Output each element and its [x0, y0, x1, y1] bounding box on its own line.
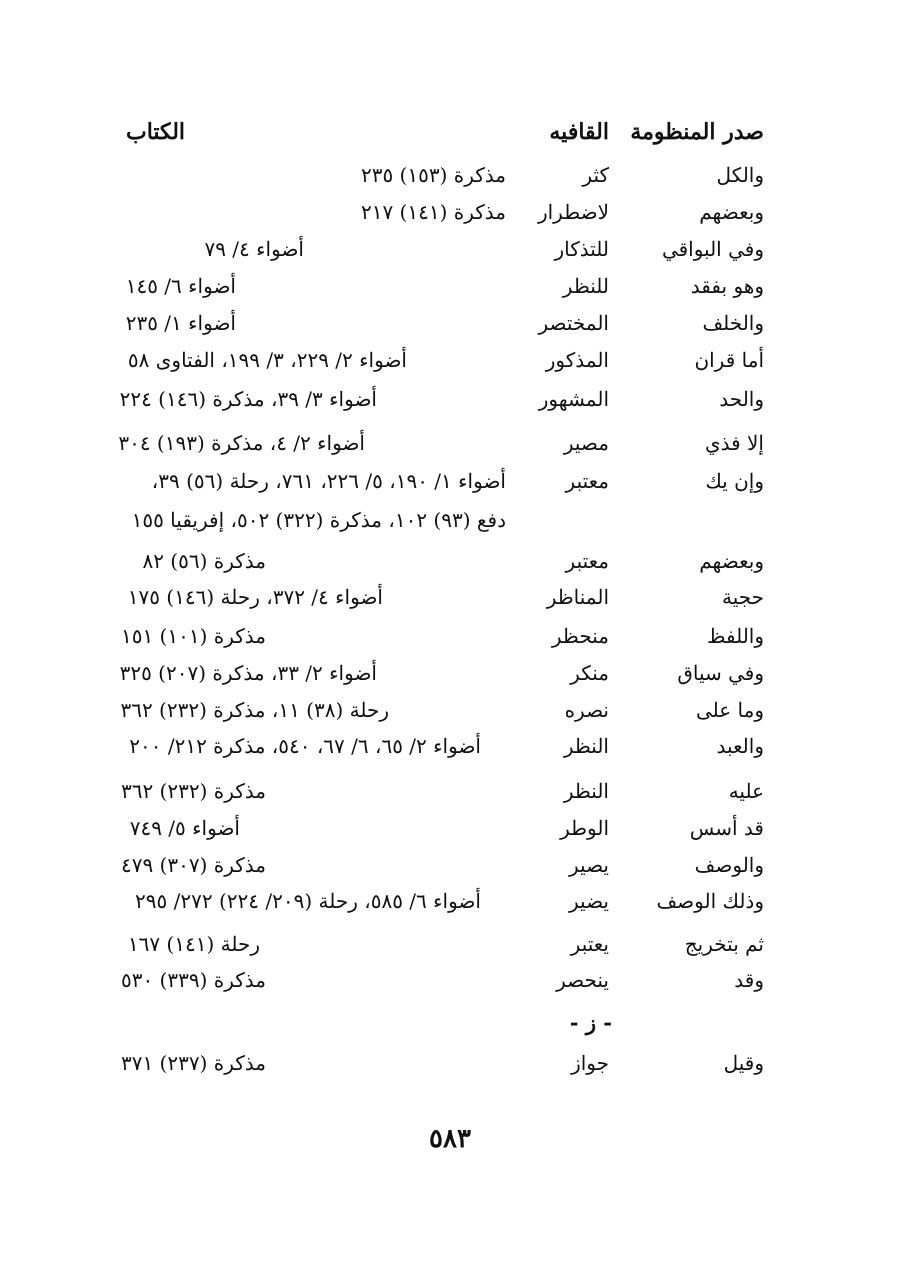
reference-cell: أضواء ١/ ١٩٠، ٥/ ٢٢٦، ٧٦١، رحلة (٥٦) ٣٩،	[151, 469, 506, 493]
rhyme-cell: النظر	[563, 734, 609, 758]
reference-cell: مذكرة (٥٦) ٨٢	[142, 549, 266, 573]
table-row	[0, 731, 900, 761]
reference-cell: رحلة (١٤١) ١٦٧	[127, 932, 260, 956]
reference-cell: أضواء ٢/ ٣٣، مذكرة (٢٠٧) ٣٢٥	[119, 661, 377, 685]
first-part-cell: وقد	[734, 968, 764, 992]
rhyme-cell: المختصر	[538, 311, 609, 335]
rhyme-cell: المشهور	[538, 387, 609, 411]
table-row	[0, 850, 900, 880]
reference-cell: مذكرة (١٠١) ١٥١	[120, 624, 266, 648]
table-row	[0, 197, 900, 227]
reference-cell: أضواء ٥/ ٧٤٩	[129, 816, 240, 840]
table-row	[0, 345, 900, 375]
first-part-cell: وفي سياق	[677, 661, 764, 685]
first-part-cell: والوصف	[694, 853, 764, 877]
reference-cell: أضواء ٣/ ٣٩، مذكرة (١٤٦) ٢٢٤	[119, 387, 377, 411]
table-row	[0, 886, 900, 916]
first-part-cell: عليه	[728, 779, 764, 803]
reference-cell: رحلة (٣٨) ١١، مذكرة (٢٣٢) ٣٦٢	[120, 698, 389, 722]
first-part-cell: إلا فذي	[704, 431, 764, 455]
rhyme-cell: يعتبر	[570, 932, 609, 956]
first-part-cell: أما قران	[694, 348, 764, 372]
rhyme-cell: لاضطرار	[537, 200, 609, 224]
table-row	[0, 546, 900, 576]
reference-cell: مذكرة (٣٠٧) ٤٧٩	[120, 853, 266, 877]
rhyme-cell: ينحصر	[556, 968, 609, 992]
table-row	[0, 621, 900, 651]
rhyme-cell: النظر	[563, 779, 609, 803]
reference-cell: مذكرة (١٥٣) ٢٣٥	[360, 163, 506, 187]
table-row	[0, 965, 900, 995]
reference-cell-continuation: دفع (٩٣) ١٠٢، مذكرة (٣٢٢) ٥٠٢، إفريقيا ١٥٥	[131, 508, 506, 532]
reference-cell: أضواء ٦/ ٥٨٥، رحلة (٢٠٩/ ٢٢٤) ٢٧٢/ ٢٩٥	[135, 889, 481, 913]
header-book: الكتاب	[126, 119, 186, 145]
first-part-cell: وذلك الوصف	[656, 889, 764, 913]
table-row	[0, 271, 900, 301]
reference-cell: أضواء ٢/ ٦٥، ٦/ ٦٧، ٥٤٠، مذكرة ٢١٢/ ٢٠٠	[129, 734, 481, 758]
reference-cell: أضواء ٤/ ٣٧٢، رحلة (١٤٦) ١٧٥	[127, 585, 383, 609]
rhyme-cell: الوطر	[560, 816, 609, 840]
first-part-cell: والحد	[719, 387, 764, 411]
table-row	[0, 776, 900, 806]
rhyme-cell: معتبر	[565, 549, 609, 573]
rhyme-cell: كثر	[582, 163, 609, 187]
table-row	[0, 384, 900, 414]
table-row	[0, 813, 900, 843]
first-part-cell: واللفظ	[706, 624, 764, 648]
rhyme-cell: يصير	[569, 853, 609, 877]
table-row	[0, 466, 900, 496]
first-part-cell: وبعضهم	[699, 549, 764, 573]
first-part-cell: وقيل	[723, 1051, 764, 1075]
reference-cell: أضواء ٦/ ١٤٥	[125, 274, 236, 298]
table-row	[0, 658, 900, 688]
first-part-cell: حجية	[721, 585, 764, 609]
first-part-cell: وما على	[695, 698, 764, 722]
first-part-cell: قد أسس	[689, 816, 764, 840]
table-row	[0, 929, 900, 959]
first-part-cell: وإن يك	[705, 469, 764, 493]
first-part-cell: والخلف	[702, 311, 764, 335]
first-part-cell: ثم بتخريج	[684, 932, 764, 956]
table-row	[0, 234, 900, 264]
section-letter: - ز -	[569, 1010, 612, 1035]
rhyme-cell: المذكور	[545, 348, 609, 372]
table-row	[0, 695, 900, 725]
table-row	[0, 160, 900, 190]
rhyme-cell: جواز	[571, 1051, 609, 1075]
first-part-cell: وبعضهم	[699, 200, 764, 224]
reference-cell: مذكرة (٢٣٧) ٣٧١	[120, 1051, 266, 1075]
first-part-cell: والعبد	[716, 734, 764, 758]
table-row	[0, 308, 900, 338]
rhyme-cell: نصره	[564, 698, 609, 722]
page-number: ٥٨٣	[429, 1124, 471, 1154]
table-row	[0, 428, 900, 458]
rhyme-cell: يضير	[569, 889, 609, 913]
rhyme-cell: مصير	[563, 431, 609, 455]
reference-cell: مذكرة (١٤١) ٢١٧	[360, 200, 506, 224]
header-first-part: صدر المنظومة	[630, 119, 764, 145]
rhyme-cell: منحظر	[551, 624, 609, 648]
rhyme-cell: منكر	[570, 661, 609, 685]
first-part-cell: وفي البواقي	[661, 237, 764, 261]
rhyme-cell: المناظر	[546, 585, 609, 609]
header-rhyme: القافيه	[549, 119, 609, 145]
rhyme-cell: للنظر	[562, 274, 609, 298]
first-part-cell: والكل	[716, 163, 764, 187]
reference-cell: أضواء ٤/ ٧٩	[204, 237, 304, 261]
rhyme-cell: للتذكار	[554, 237, 609, 261]
reference-cell: أضواء ٢/ ٤، مذكرة (١٩٣) ٣٠٤	[118, 431, 365, 455]
table-row	[0, 582, 900, 612]
reference-cell: مذكرة (٣٣٩) ٥٣٠	[120, 968, 266, 992]
table-row-continuation	[0, 505, 900, 535]
reference-cell: أضواء ١/ ٢٣٥	[125, 311, 236, 335]
reference-cell: أضواء ٢/ ٢٢٩، ٣/ ١٩٩، الفتاوى ٥٨	[127, 348, 407, 372]
table-header	[0, 117, 900, 147]
table-row	[0, 1048, 900, 1078]
reference-cell: مذكرة (٢٣٢) ٣٦٢	[120, 779, 266, 803]
first-part-cell: وهو بفقد	[690, 274, 764, 298]
rhyme-cell: معتبر	[565, 469, 609, 493]
